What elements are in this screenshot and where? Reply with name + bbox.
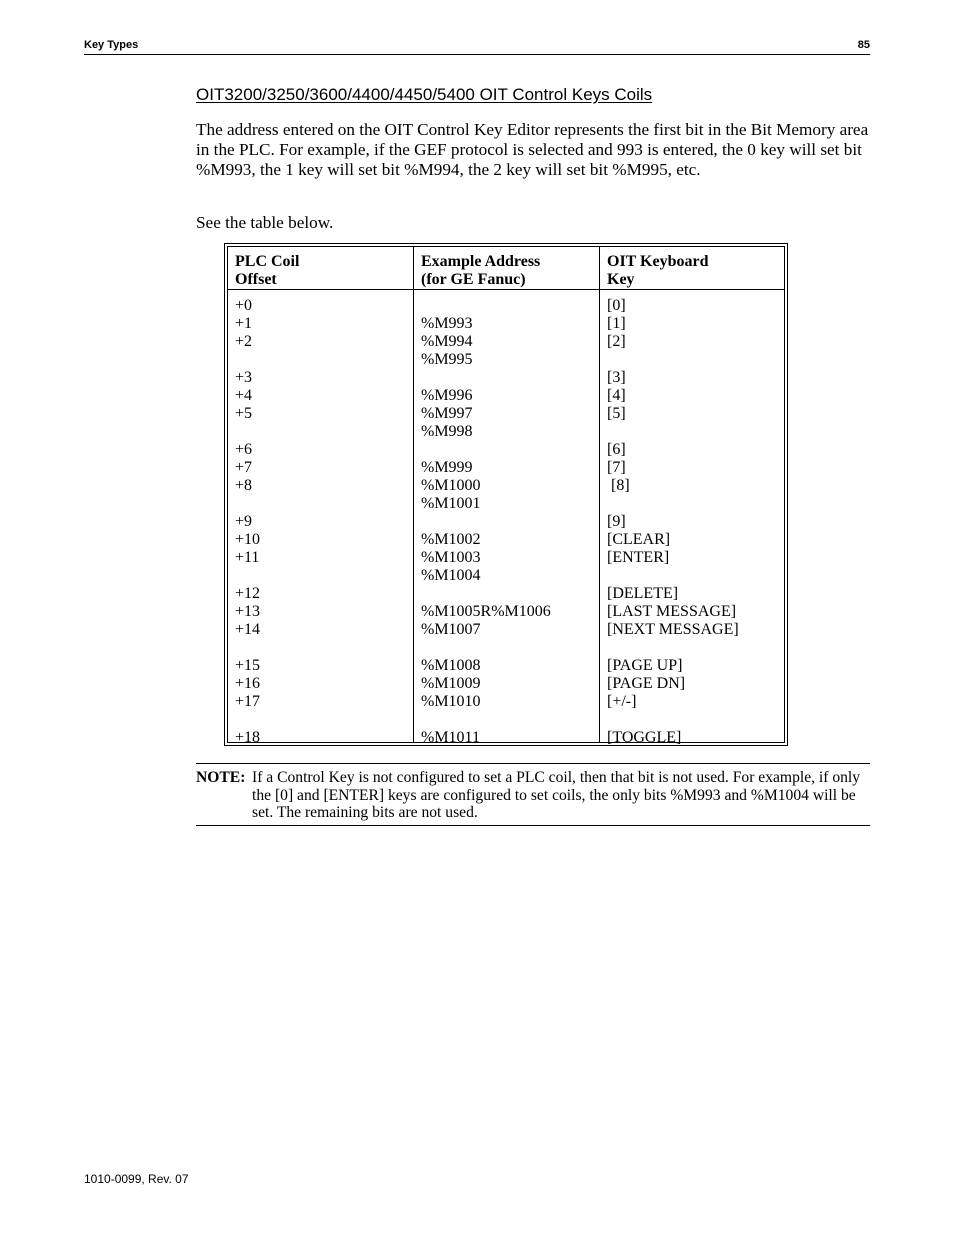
footer-doc-id: 1010-0099, Rev. 07 — [84, 1172, 189, 1186]
address-cell — [421, 585, 551, 603]
key-cell: [5] — [607, 405, 626, 422]
key-column — [607, 297, 739, 747]
key-cell: [3] — [607, 369, 626, 386]
address-column — [421, 297, 551, 747]
address-cell: %M1008 — [421, 657, 481, 674]
address-cell — [421, 297, 551, 315]
address-cell: %M1003 — [421, 549, 481, 566]
address-cell: %M997 — [421, 405, 473, 422]
address-cell: %M1004 — [421, 567, 481, 584]
key-cell: [7] — [607, 459, 626, 476]
note-label: NOTE: — [196, 769, 246, 786]
address-cell: %M998 — [421, 423, 473, 440]
key-cell: [0] — [607, 297, 626, 314]
address-cell — [421, 513, 551, 531]
key-cell — [607, 711, 739, 729]
coil-table — [224, 243, 788, 746]
offset-cell — [235, 639, 260, 657]
coil-table-inner — [227, 246, 785, 746]
running-header — [84, 38, 870, 55]
key-cell: [DELETE] — [607, 585, 679, 602]
offset-cell: +3 — [235, 369, 253, 386]
key-cell: [8] — [607, 477, 630, 494]
key-cell — [607, 351, 739, 369]
address-cell — [421, 639, 551, 657]
key-cell: [+/-] — [607, 693, 637, 710]
offset-column — [235, 297, 260, 747]
address-cell: %M1002 — [421, 531, 481, 548]
offset-cell: +13 — [235, 603, 261, 620]
key-cell: [NEXT MESSAGE] — [607, 621, 739, 638]
key-cell: [PAGE DN] — [607, 675, 686, 692]
page-number: 85 — [857, 39, 870, 51]
header-line: Offset — [235, 271, 277, 288]
key-cell: [2] — [607, 333, 626, 350]
offset-cell — [235, 351, 260, 369]
header-line: OIT Keyboard — [607, 253, 709, 270]
key-cell — [607, 423, 739, 441]
address-cell: %M1011 — [421, 729, 480, 746]
offset-cell: +7 — [235, 459, 253, 476]
offset-cell: +18 — [235, 729, 261, 746]
note-box — [196, 763, 870, 826]
offset-cell — [235, 567, 260, 585]
address-cell: %M1009 — [421, 675, 481, 692]
offset-cell: +12 — [235, 585, 261, 602]
see-table-paragraph: See the table below. — [196, 213, 334, 232]
offset-cell — [235, 711, 260, 729]
key-cell: [4] — [607, 387, 626, 404]
table-header-row — [228, 247, 784, 290]
address-cell: %M993 — [421, 315, 473, 332]
offset-cell — [235, 423, 260, 441]
offset-cell: +17 — [235, 693, 261, 710]
header-oit-keyboard-key — [607, 253, 709, 289]
header-plc-coil-offset — [235, 253, 299, 289]
key-cell: [1] — [607, 315, 626, 332]
key-cell — [607, 639, 739, 657]
address-cell: %M1001 — [421, 495, 481, 512]
note-text: If a Control Key is not configured to set a PLC coil, then that bit is not used. For example, if only the [0] and [ENTER] keys are configured to set coils, the only bits %M993 and %M1004 will be set. The remaining bits are not used. — [252, 769, 861, 821]
offset-cell — [235, 495, 260, 513]
column-divider — [599, 247, 600, 742]
offset-cell: +4 — [235, 387, 253, 404]
address-cell: %M995 — [421, 351, 473, 368]
column-divider — [413, 247, 414, 742]
offset-cell: +6 — [235, 441, 253, 458]
key-cell: [6] — [607, 441, 626, 458]
key-cell: [9] — [607, 513, 626, 530]
address-cell — [421, 369, 551, 387]
offset-cell: +8 — [235, 477, 253, 494]
offset-cell: +11 — [235, 549, 260, 566]
offset-cell: +1 — [235, 315, 253, 332]
offset-cell: +0 — [235, 297, 253, 314]
address-cell: %M1005R%M1006 — [421, 603, 551, 620]
offset-cell: +5 — [235, 405, 253, 422]
key-cell: [CLEAR] — [607, 531, 671, 548]
header-example-address — [421, 253, 540, 289]
address-cell: %M994 — [421, 333, 473, 350]
key-cell — [607, 495, 739, 513]
address-cell: %M1000 — [421, 477, 481, 494]
address-cell: %M999 — [421, 459, 473, 476]
key-cell: [TOGGLE] — [607, 729, 682, 746]
header-line: PLC Coil — [235, 253, 300, 270]
address-cell: %M1010 — [421, 693, 481, 710]
offset-cell: +14 — [235, 621, 261, 638]
header-line: Key — [607, 271, 635, 288]
offset-cell: +15 — [235, 657, 261, 674]
offset-cell: +9 — [235, 513, 253, 530]
key-cell: [PAGE UP] — [607, 657, 683, 674]
header-line: Example Address — [421, 253, 541, 270]
key-cell: [LAST MESSAGE] — [607, 603, 737, 620]
address-cell: %M1007 — [421, 621, 481, 638]
intro-paragraph: The address entered on the OIT Control Key Editor represents the first bit in the Bit Memory area in the PLC. For example, if the GEF protocol is selected and 993 is entered, the 0 key will set bit %M993, the 1 key will set bit %M994, the 2 key will set bit %M995, etc. — [196, 120, 869, 179]
header-line: (for GE Fanuc) — [421, 271, 526, 288]
address-cell — [421, 441, 551, 459]
offset-cell: +10 — [235, 531, 261, 548]
offset-cell: +2 — [235, 333, 253, 350]
key-cell — [607, 567, 739, 585]
header-section: Key Types — [84, 39, 139, 51]
key-cell: [ENTER] — [607, 549, 670, 566]
offset-cell: +16 — [235, 675, 261, 692]
address-cell — [421, 711, 551, 729]
section-title: OIT3200/3250/3600/4400/4450/5400 OIT Control Keys Coils — [196, 85, 653, 104]
address-cell: %M996 — [421, 387, 473, 404]
